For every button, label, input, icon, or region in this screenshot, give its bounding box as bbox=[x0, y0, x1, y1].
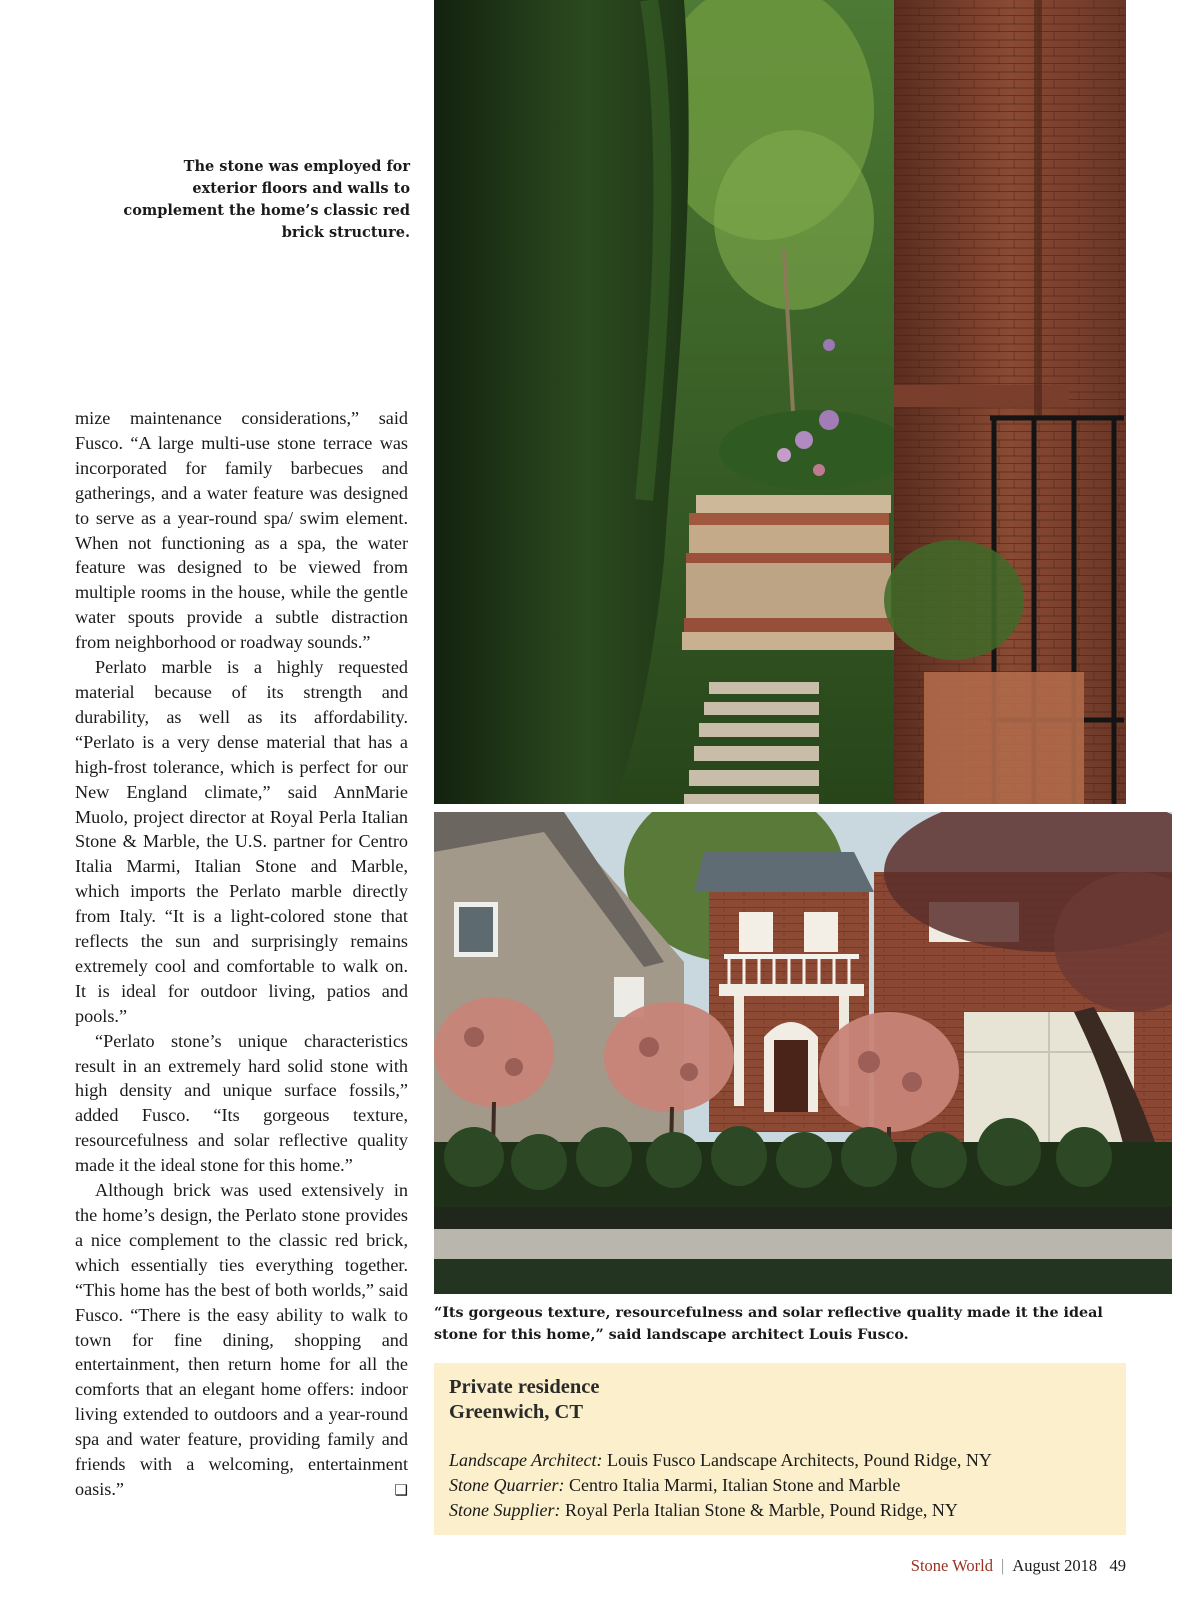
house-street-photo bbox=[434, 812, 1172, 1294]
credit-name: Louis Fusco Landscape Architects, Pound Ridge, NY bbox=[606, 1450, 992, 1470]
page-footer bbox=[911, 1556, 1126, 1576]
body-paragraph: “Perlato stone’s unique characteristics result in an extremely hard solid stone with high density and unique surface fossils,” added Fusco. “Its gorgeous texture, resourcefulness and solar reflective quality made it the ideal stone for this home.” bbox=[75, 1030, 408, 1176]
footer-separator: | bbox=[1001, 1556, 1005, 1575]
body-paragraph bbox=[75, 1178, 408, 1502]
page-number: 49 bbox=[1109, 1556, 1126, 1575]
credit-name: Royal Perla Italian Stone & Marble, Pound Ridge, NY bbox=[564, 1500, 958, 1520]
credit-name: Centro Italia Marmi, Italian Stone and Marble bbox=[569, 1475, 901, 1495]
end-of-article-mark: ❑ bbox=[394, 1482, 408, 1499]
credit-line bbox=[449, 1473, 1111, 1498]
body-paragraph-text: Although brick was used extensively in the home’s design, the Perlato stone provides a nice complement to the classic red brick, which essentially ties everything together. “This home has the best of both worlds,” said Fusco. “There is the easy ability to walk to town for fine dining, shopping and entertainment, then return home for all the comforts that an elegant home offers: indoor living extended to outdoors and a year-round spa and water feature, providing family and friends with a welcoming, entertainment oasis.” bbox=[75, 1180, 408, 1499]
project-location: Greenwich, CT bbox=[449, 1401, 584, 1423]
project-title bbox=[449, 1375, 1111, 1425]
credit-role: Stone Quarrier: bbox=[449, 1475, 565, 1495]
issue-date: August 2018 bbox=[1012, 1556, 1098, 1575]
article-body bbox=[75, 406, 408, 1504]
garden-path-photo bbox=[434, 0, 1126, 804]
credit-role: Stone Supplier: bbox=[449, 1500, 561, 1520]
credit-role: Landscape Architect: bbox=[449, 1450, 603, 1470]
publication-name: Stone World bbox=[910, 1556, 994, 1575]
body-paragraph: Perlato marble is a highly requested material because of its strength and durability, as well as its affordability. “Perlato is a very dense material that has a high-frost tolerance, which is perfect for our New England climate,” said AnnMarie Muolo, project director at Royal Perla Italian Stone & Marble, the U.S. partner for Centro Italia Marmi, Italian Stone and Marble, which imports the Perlato marble directly from Italy. “It is a light-colored stone that reflects the sun and surprisingly remains extremely cool and comfortable to walk on. It is ideal for outdoor living, patios and pools.” bbox=[75, 657, 408, 1026]
photo-caption-bottom: “Its gorgeous texture, resourcefulness and solar reflective quality made it the ideal stone for this home,” said landscape architect Louis Fusco. bbox=[434, 1305, 1103, 1343]
project-info-box bbox=[434, 1363, 1126, 1535]
credit-line bbox=[449, 1498, 1111, 1523]
credit-line bbox=[449, 1448, 1111, 1473]
project-name: Private residence bbox=[449, 1376, 600, 1398]
project-credits bbox=[449, 1448, 1111, 1523]
photo-caption-top: The stone was employed for exterior floors and walls to complement the home’s classic red brick structure. bbox=[123, 158, 410, 241]
body-paragraph: mize maintenance considerations,” said Fusco. “A large multi-use stone terrace was incorporated for family barbecues and gatherings, and a water feature was designed to serve as a year-round spa/ swim element. When not functioning as a spa, the water feature was designed to be viewed from multiple rooms in the house, while the gentle water spouts provide a subtle distraction from neighborhood or roadway sounds.” bbox=[75, 408, 408, 653]
